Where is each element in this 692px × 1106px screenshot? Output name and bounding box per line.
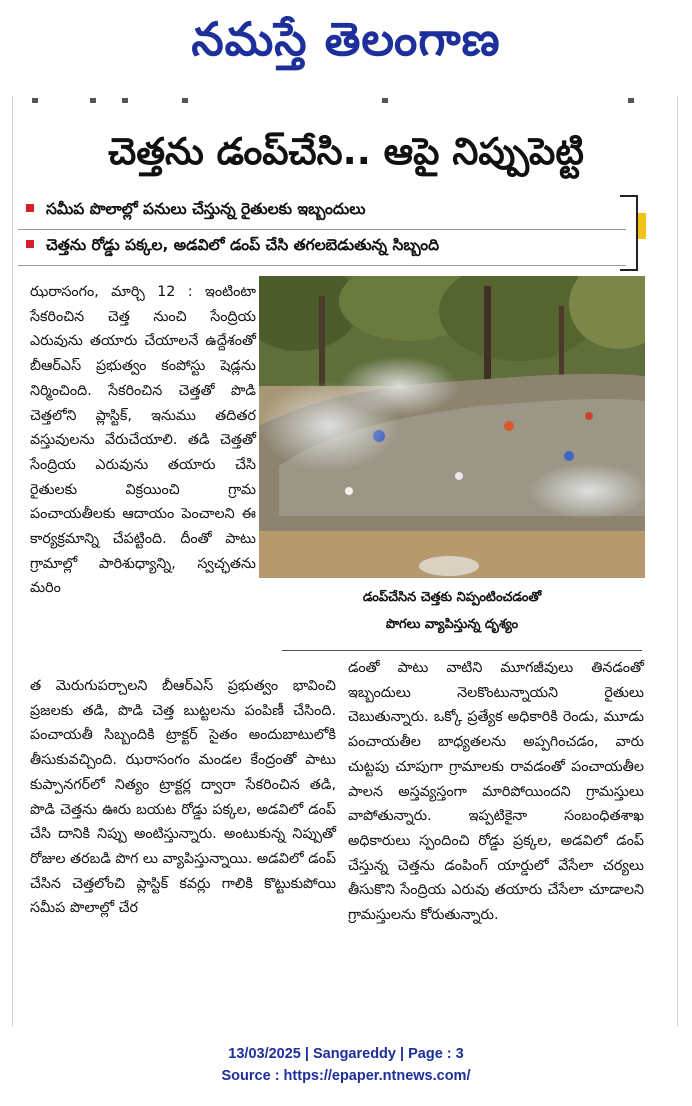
bullet-square-icon: [26, 240, 34, 248]
garbage-smoke-photo: [259, 276, 645, 578]
photo-caption-line-1: డంప్‌చేసిన చెత్తకు నిప్పంటించడంతో: [362, 590, 542, 605]
edition-info: 13/03/2025 | Sangareddy | Page : 3: [228, 1046, 464, 1062]
subhead-1-text: సమీప పొలాల్లో పనులు చేస్తున్న రైతులకు ఇబ్బందులు: [46, 200, 366, 218]
article-column-2: [348, 656, 644, 928]
caption-divider: [282, 650, 642, 651]
news-photo: [259, 276, 645, 578]
subhead-divider: [18, 265, 626, 266]
photo-caption-line-2: పొగలు వ్యాపిస్తున్న దృశ్యం: [385, 617, 519, 632]
source-link[interactable]: Source : https://epaper.ntnews.com/: [221, 1068, 471, 1084]
article-column-1: [30, 280, 256, 601]
article-body-col1: ఝరాసంగం, మార్చి 12 : ఇంటింటా సేకరించిన చెత్త నుంచి సేంద్రియ ఎరువును తయారు చేయాలనే ఉద్దేశంతో బీఆర్‌ఎస్ ప్రభుత్వం కంపోస్టు షెడ్లను నిర్మించింది. సేకరించిన చెత్తతో పొడి చెత్తలోని ప్లాస్టిక్, ఇనుము తదితర వస్తువులను వేరుచేయాలి. తడి చెత్తతో సేంద్రియ ఎరువును తయారు చేసి రైతులకు విక్రయించి గ్రామ పంచాయతీలకు ఆదాయం పెంచాలని ఈ కార్యక్రమాన్ని చేపట్టింది. దీంతో పాటు గ్రామాల్లో పారిశుధ్యాన్ని, స్వచ్ఛతను మరిం: [30, 284, 256, 597]
subhead-2: [26, 236, 439, 258]
section-accent-tab: [638, 213, 646, 239]
article-body-col2: డంతో పాటు వాటిని మూగజీవులు తినడంతో ఇబ్బందులు నెలకొంటున్నాయని రైతులు చెబుతున్నారు. ఒక్కో ప్రత్యేక అధికారికి రెండు, మూడు పంచాయతీల బాధ్యతలను అప్పగించడం, వారు చుట్టపు చూపుగా గ్రామాలకు రావడంతో పంచాయతీల పాలన అస్తవ్యస్తంగా మారిపోయిందని గ్రామస్తులు వాపోతున్నారు. ఇప్పటికైనా సంబంధితశాఖ అధికారులు స్పందించి రోడ్డు ప్రక్కల, అడవిలో డంప్ చేస్తున్న చెత్తను డంపింగ్ యార్డులో వేసేలా చర్యలు తీసుకొని సేంద్రియ ఎరువు తయారు చేసేలా చూడాలని గ్రామస్తులను కోరుతున్నారు.: [348, 660, 644, 924]
subhead-1: [26, 200, 366, 222]
photo-caption: [262, 584, 642, 638]
subhead-divider: [18, 229, 626, 230]
subhead-2-text: చెత్తను రోడ్డు పక్కల, అడవిలో డంప్ చేసి తగలబెడుతున్న సిబ్బంది: [46, 236, 440, 254]
article-body-wide: త మెరుగుపర్చాలని బీఆర్‌ఎస్ ప్రభుత్వం భావించి ప్రజలకు తడి, పొడి చెత్త బుట్టలను పంపిణీ చేసింది. పంచాయతీ సిబ్బందికి ట్రాక్టర్ సైతం అందుబాటులోకి తీసుకువచ్చింది. ఝరాసంగం మండల కేంద్రంతో పాటు కుప్పానగర్‌లో నిత్యం ట్రాక్టర్ల ద్వారా సేకరించిన తడి, పొడి చెత్తను ఊరు బయట రోడ్డు పక్కల, అడవిలో డంప్ చేసి దానికి నిప్పు అంటిస్తున్నారు. అంటుకున్న నిప్పుతో రోజుల తరబడి పొగ లు వ్యాపిస్తున్నాయి. అడవిలో డంప్ చేసిన చెత్తలోంచి ప్లాస్టిక్ కవర్లు గాలికి కొట్టుకుపోయి సమీప పొలాల్లో చేర: [30, 678, 336, 917]
bullet-square-icon: [26, 204, 34, 212]
masthead-title: నమస్తే తెలంగాణ: [191, 12, 501, 66]
article-column-wide: [30, 674, 336, 921]
article-headline: చెత్తను డంప్‌చేసి.. ఆపై నిప్పుపెట్టి: [108, 130, 584, 173]
top-cut-marks: [30, 98, 650, 104]
subhead-bracket: [620, 195, 638, 271]
